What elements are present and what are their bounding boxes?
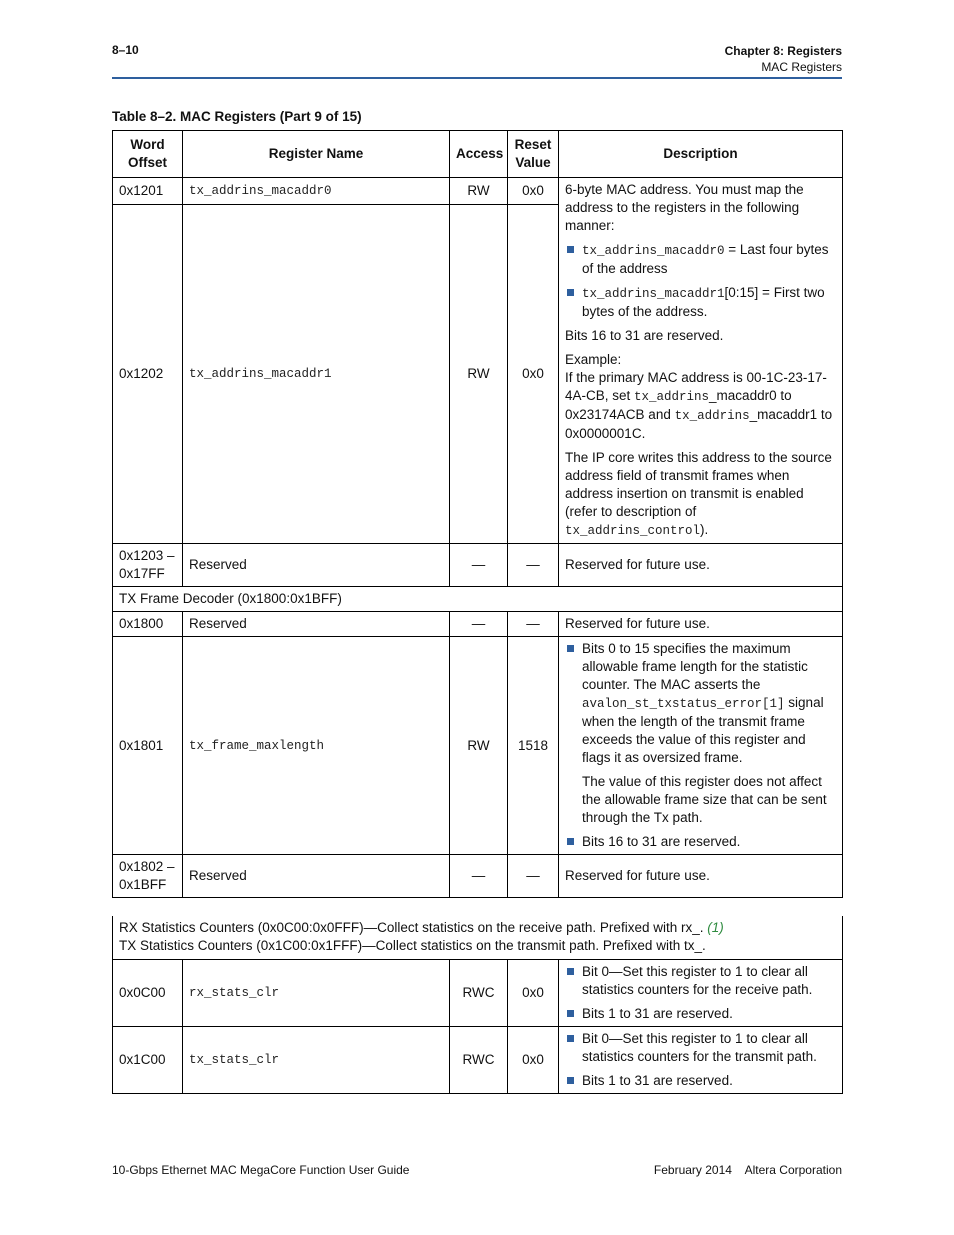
col-access: Access	[450, 131, 508, 178]
description-mac-address	[559, 178, 843, 544]
mac-registers-table	[112, 130, 843, 898]
word-offset: 0x1202	[113, 204, 183, 543]
access: —	[450, 544, 508, 587]
table-row	[113, 959, 843, 1026]
bullet-item: tx_addrins_macaddr1[0:15] = First two bytes of the address.	[565, 284, 836, 321]
table-row	[113, 637, 843, 855]
col-word-offset: Word Offset	[113, 131, 183, 178]
bullet-item: Bit 0—Set this register to 1 to clear all statistics counters for the receive path.	[565, 963, 836, 999]
register-name: tx_frame_maxlength	[183, 637, 450, 855]
access: RWC	[450, 1026, 508, 1093]
bullet-item: Bits 0 to 15 specifies the maximum allowable frame length for the statistic counter. The MAC asserts the avalon_st_txstatus_error[1] signal when the length of the transmit frame exceeds the value of this register and flags it as oversized frame.	[565, 640, 836, 767]
page-number: 8–10	[112, 43, 139, 57]
description: Reserved for future use.	[559, 612, 843, 637]
chapter-title: Chapter 8: Registers	[724, 44, 842, 58]
register-name: Reserved	[183, 855, 450, 898]
reset-value: 0x0	[508, 204, 559, 543]
table-row	[113, 544, 843, 587]
table-caption: Table 8–2. MAC Registers (Part 9 of 15)	[112, 109, 362, 124]
bullet-item: Bits 1 to 31 are reserved.	[565, 1005, 836, 1023]
reset-value: —	[508, 544, 559, 587]
bullet-item: Bits 16 to 31 are reserved.	[565, 833, 836, 851]
register-name: Reserved	[183, 544, 450, 587]
description	[559, 1026, 843, 1093]
col-register-name: Register Name	[183, 131, 450, 178]
register-name: rx_stats_clr	[183, 959, 450, 1026]
bullet-item: Bits 1 to 31 are reserved.	[565, 1072, 836, 1090]
description-frame-maxlength	[559, 637, 843, 855]
desc-intro: 6-byte MAC address. You must map the address to the registers in the following manner:	[565, 182, 804, 233]
word-offset: 0x1201	[113, 178, 183, 205]
description: Reserved for future use.	[559, 544, 843, 587]
running-header	[725, 43, 842, 75]
section-row	[113, 916, 843, 959]
register-name: tx_addrins_macaddr1	[183, 204, 450, 543]
table-row	[113, 178, 843, 205]
section-title-tx-frame-decoder: TX Frame Decoder (0x1800:0x1BFF)	[113, 587, 843, 612]
register-name: tx_addrins_macaddr0	[183, 178, 450, 205]
word-offset: 0x0C00	[113, 959, 183, 1026]
reset-value: 0x0	[508, 959, 559, 1026]
register-name: Reserved	[183, 612, 450, 637]
access: RW	[450, 204, 508, 543]
col-reset-value: Reset Value	[508, 131, 559, 178]
col-description: Description	[559, 131, 843, 178]
reset-value: —	[508, 612, 559, 637]
desc-ip-core: The IP core writes this address to the source address field of transmit frames when address insertion on transmit is enabled (refer to description of tx_addrins_control).	[565, 450, 832, 538]
description	[559, 959, 843, 1026]
word-offset: 0x1800	[113, 612, 183, 637]
bullet-item: Bit 0—Set this register to 1 to clear all statistics counters for the transmit path.	[565, 1030, 836, 1066]
description: Reserved for future use.	[559, 855, 843, 898]
table-row	[113, 1026, 843, 1093]
word-offset: 0x1203 – 0x17FF	[113, 544, 183, 587]
footer-title: 10-Gbps Ethernet MAC MegaCore Function User Guide	[112, 1163, 410, 1177]
register-name: tx_stats_clr	[183, 1026, 450, 1093]
header-rule	[112, 77, 842, 79]
desc-reserved: Bits 16 to 31 are reserved.	[565, 328, 724, 343]
bullet-note: The value of this register does not affect the allowable frame size that can be sent through the Tx path.	[582, 774, 827, 825]
table-row	[113, 612, 843, 637]
reset-value: 1518	[508, 637, 559, 855]
footer-date-company: February 2014 Altera Corporation	[653, 1163, 842, 1177]
word-offset: 0x1801	[113, 637, 183, 855]
word-offset: 0x1C00	[113, 1026, 183, 1093]
reset-value: 0x0	[508, 178, 559, 205]
reset-value: —	[508, 855, 559, 898]
statistics-counters-table	[112, 916, 843, 1094]
access: —	[450, 612, 508, 637]
access: —	[450, 855, 508, 898]
footnote-ref: (1)	[707, 920, 724, 936]
table-header-row	[113, 131, 843, 178]
access: RW	[450, 178, 508, 205]
access: RW	[450, 637, 508, 855]
desc-example: Example: If the primary MAC address is 00-1C-23-17-4A-CB, set tx_addrins_macaddr0 to 0x23174ACB and tx_addrins_macaddr1 to 0x0000001C.	[565, 352, 833, 441]
access: RWC	[450, 959, 508, 1026]
section-title-statistics: RX Statistics Counters (0x0C00:0x0FFF)—Collect statistics on the receive path. Prefixed with rx_. (1) TX Statistics Counters (0x1C00:0x1FFF)—Collect statistics on the transmit path. Prefixed with tx_.	[113, 916, 843, 959]
word-offset: 0x1802 – 0x1BFF	[113, 855, 183, 898]
table-row	[113, 855, 843, 898]
section-title: MAC Registers	[761, 60, 842, 74]
bullet-item: tx_addrins_macaddr0 = Last four bytes of the address	[565, 241, 836, 278]
section-row	[113, 587, 843, 612]
reset-value: 0x0	[508, 1026, 559, 1093]
